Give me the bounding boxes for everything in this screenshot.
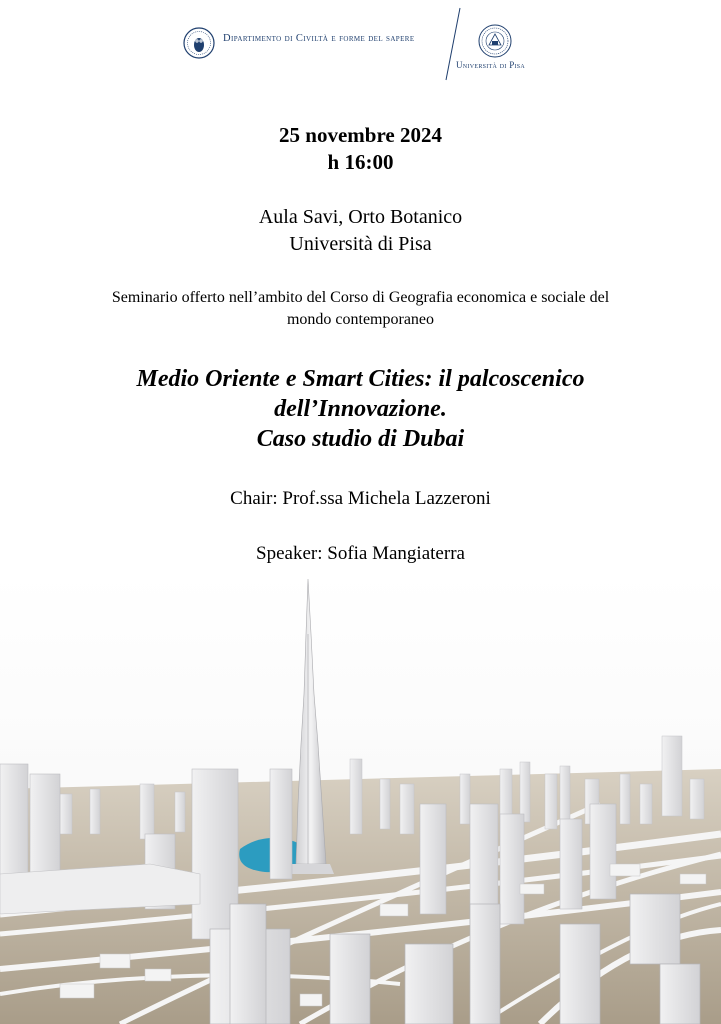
title-line-1: Medio Oriente e Smart Cities: il palcoscenico xyxy=(136,366,585,392)
venue-line-2: Università di Pisa xyxy=(289,233,432,255)
event-time: h 16:00 xyxy=(327,150,394,174)
header-divider xyxy=(444,6,462,82)
owl-seal-icon xyxy=(183,27,215,59)
event-venue xyxy=(0,204,721,258)
seminar-description xyxy=(30,287,691,331)
seminar-title xyxy=(0,364,721,454)
department-name: Dipartimento di Civiltà e forme del sapere xyxy=(223,33,415,44)
title-line-3: Caso studio di Dubai xyxy=(256,426,465,452)
event-date: 25 novembre 2024 xyxy=(279,123,442,147)
university-name: Università di Pisa xyxy=(456,60,526,70)
university-seal-icon xyxy=(478,24,512,58)
chair-line: Chair: Prof.ssa Michela Lazzeroni xyxy=(230,488,491,509)
dubai-skyline-illustration xyxy=(0,574,721,1024)
venue-line-1: Aula Savi, Orto Botanico xyxy=(258,206,463,228)
speaker-line: Speaker: Sofia Mangiaterra xyxy=(256,543,465,564)
seminar-line-1: Seminario offerto nell’ambito del Corso di Geografia economica e sociale del xyxy=(111,289,610,306)
event-date-time xyxy=(0,122,721,176)
header xyxy=(0,0,721,90)
title-line-2: dell’Innovazione. xyxy=(274,396,447,422)
seminar-line-2: mondo contemporaneo xyxy=(286,311,435,328)
